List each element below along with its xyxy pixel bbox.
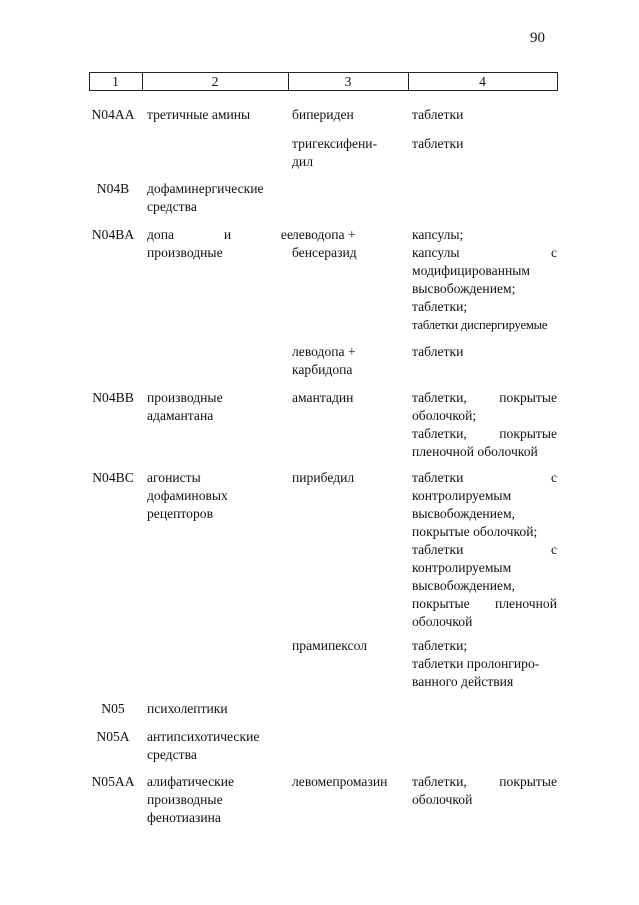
header-rule [557,73,558,90]
dosage-form: таблетки пролонгиро- [412,656,540,671]
drug-name: карбидопа [292,362,353,377]
group-name: производные [147,245,223,260]
header-col-4: 4 [479,74,486,89]
form-word: таблетки [412,542,464,557]
dosage-form: высвобождением, [412,506,516,521]
atc-code: N04AA [91,107,135,122]
drug-name: амантадин [292,390,354,405]
group-name: дофаминергические [147,181,264,196]
dosage-form [412,541,557,559]
drug-name: прамипексол [292,638,367,653]
dosage-form: оболочкой; [412,408,477,423]
dosage-form [412,773,557,791]
atc-code: N04BB [92,390,134,405]
form-word: таблетки, [412,774,467,789]
atc-code: N04BA [91,227,135,242]
dosage-form [412,244,557,262]
page-number: 90 [530,30,545,46]
dosage-form: капсулы; [412,227,464,242]
form-word: таблетки, [412,426,467,441]
dosage-form: таблетки; [412,299,468,314]
group-name: дофаминовых [147,488,228,503]
form-word: пленочной [495,596,557,611]
drug-name: леводопа + [292,344,356,359]
group-name: психолептики [147,701,228,716]
dosage-form: контролируемым [412,488,512,503]
form-word: таблетки [412,470,464,485]
dosage-form: таблетки диспергируемые [412,318,548,332]
group-word: допа [147,227,175,242]
form-word: таблетки, [412,390,467,405]
atc-code: N05AA [91,774,135,789]
header-col-3: 3 [344,74,352,89]
form-word: покрытые [412,596,470,611]
drug-name: левомепромазин [292,774,388,789]
header-col-1: 1 [112,74,119,89]
dosage-form: оболочкой [412,792,473,807]
dosage-form: оболочкой [412,614,473,629]
atc-code: N04B [96,181,130,196]
group-name: фенотиазина [147,810,221,825]
group-name: антипсихотические [147,729,260,744]
form-word: покрытые [499,390,557,405]
table-header [89,72,558,91]
atc-code: N05 [101,701,125,716]
dosage-form [412,425,557,443]
dosage-form: покрытые оболочкой; [412,524,538,539]
dosage-form: таблетки; [412,638,468,653]
dosage-form: таблетки [412,107,464,122]
drug-name: бипериден [292,107,354,122]
atc-code: N04BC [92,470,134,485]
dosage-form: высвобождением, [412,578,516,593]
dosage-form [412,389,557,407]
dosage-form: пленочной оболочкой [412,444,538,459]
drug-name: пирибедил [292,470,355,485]
form-word: с [550,245,557,260]
group-name: производные [147,390,223,405]
form-word: капсулы [412,245,460,260]
dosage-form: таблетки [412,136,464,151]
group-name: рецепторов [147,506,213,521]
group-name: средства [147,747,197,762]
dosage-form: контролируемым [412,560,512,575]
group-word: ее [280,227,293,242]
group-name: адамантана [147,408,214,423]
form-word: с [550,542,557,557]
drug-name: дил [292,154,313,169]
header-col-2: 2 [211,74,219,89]
group-word: и [223,227,232,242]
group-name: алифатические [147,774,235,789]
dosage-form: ванного действия [412,674,514,689]
atc-code: N05A [96,729,130,744]
group-name: средства [147,199,197,214]
dosage-form [412,595,557,613]
form-word: покрытые [499,426,557,441]
drug-name: тригексифени- [292,136,378,151]
group-name: агонисты [147,470,201,485]
drug-name: леводопа + [292,227,356,242]
dosage-form [412,469,557,487]
dosage-form: таблетки [412,344,464,359]
group-name: третичные амины [147,107,251,122]
group-name [147,226,293,244]
group-name: производные [147,792,223,807]
dosage-form: высвобождением; [412,281,516,296]
form-word: с [550,470,557,485]
dosage-form: модифицированным [412,263,530,278]
form-word: покрытые [499,774,557,789]
drug-name: бенсеразид [292,245,357,260]
